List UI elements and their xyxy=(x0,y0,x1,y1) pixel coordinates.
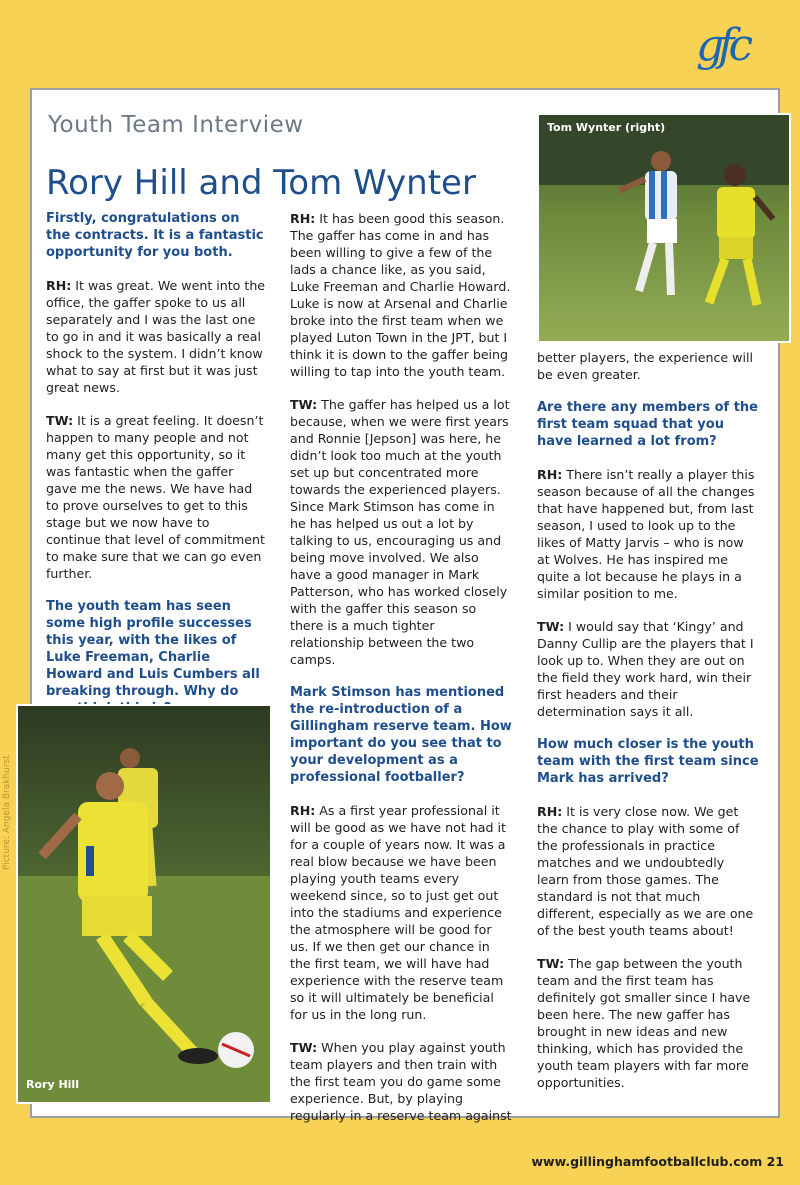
answer-paragraph xyxy=(537,618,759,720)
match-photo-image xyxy=(18,706,270,1102)
club-logo: gfc xyxy=(696,20,748,71)
column-1 xyxy=(46,210,268,733)
photo-tom-wynter xyxy=(537,113,791,343)
speaker-label: RH: xyxy=(537,804,563,819)
question-reserve-team: Mark Stimson has mentioned the re-introduction of a Gillingham reserve team. How important do you see that to your development as a professional footballer? xyxy=(290,685,512,785)
speaker-label: TW: xyxy=(537,619,565,634)
answer-paragraph xyxy=(290,802,512,1023)
speaker-label: TW: xyxy=(46,413,74,428)
speaker-label: RH: xyxy=(46,278,72,293)
answer-text: When you play against youth team players and then train with the first team you do game some experience. But, by playing regularly in a reserve team against xyxy=(290,1040,512,1123)
answer-text: It has been good this season. The gaffer has come in and has been willing to give a few of the lads a chance like, as you said, Luke Freeman and Charlie Howard. Luke is now at Arsenal and Charlie broke into the first team when we played Luton Town in the JPT, but I think it is down to the gaffer being willing to tap into the youth team. xyxy=(290,211,511,379)
photo-caption: Tom Wynter (right) xyxy=(547,121,666,134)
continued-paragraph: better players, the experience will be even greater. xyxy=(537,350,753,382)
article-kicker: Youth Team Interview xyxy=(48,112,304,138)
answer-text: It is a great feeling. It doesn’t happen to many people and not many get this opportunity, so it was fantastic when the gaffer gave me the news. We have had to prove ourselves to get to this stage but we now have to continue that level of commitment to make sure that we can go even further. xyxy=(46,413,265,581)
photo-caption: Rory Hill xyxy=(26,1078,79,1091)
page-number: 21 xyxy=(766,1154,784,1169)
match-photo-image xyxy=(539,115,789,341)
answer-text: There isn’t really a player this season because of all the changes that have happened but, from last season, I used to look up to the likes of Matty Jarvis – who is now at Wolves. He has inspired me quite a lot because he plays in a similar position to me. xyxy=(537,467,755,601)
question-contracts: Firstly, congratulations on the contracts. It is a fantastic opportunity for you both. xyxy=(46,211,264,260)
speaker-label: RH: xyxy=(290,803,316,818)
answer-text: I would say that ‘Kingy’ and Danny Cullip are the players that I look up to. When they are out on the field they work hard, win their first headers and their determination says it all. xyxy=(537,619,754,719)
answer-paragraph xyxy=(46,412,268,582)
speaker-label: TW: xyxy=(290,1040,318,1055)
speaker-label: RH: xyxy=(537,467,563,482)
question-youth-successes: The youth team has seen some high profile successes this year, with the likes of Luke Freeman, Charlie Howard and Luis Cumbers all breaking through. Why do xyxy=(46,599,260,699)
answer-paragraph xyxy=(537,803,759,939)
article-title: Rory Hill and Tom Wynter xyxy=(46,162,476,203)
photo-credit: Picture: Angela Brakhurst xyxy=(2,755,12,870)
answer-paragraph xyxy=(537,955,759,1091)
question-closer: How much closer is the youth team with the first team since Mark has arrived? xyxy=(537,737,759,786)
answer-paragraph xyxy=(46,277,268,396)
column-3 xyxy=(537,349,759,1107)
answer-text: As a first year professional it will be good as we have not had it for a couple of years now. It was a real blow because we have been playing youth teams every weekend since, so to just get out into the stadiums and experience the atmosphere will be good for us. If we then get our chance in the first team, we will have had experience with the reserve team so it will ultimately be beneficial for us in the long run. xyxy=(290,803,506,1022)
speaker-label: RH: xyxy=(290,211,316,226)
answer-text: It was great. We went into the office, the gaffer spoke to us all separately and I was the last one to go in and it was basically a real shock to the system. I didn’t know what to say at first but it was just great news. xyxy=(46,278,266,395)
photo-rory-hill xyxy=(16,704,272,1104)
website-url: www.gillinghamfootballclub.com xyxy=(531,1154,763,1169)
answer-paragraph xyxy=(290,210,512,380)
speaker-label: TW: xyxy=(290,397,318,412)
answer-paragraph xyxy=(290,396,512,668)
answer-text: The gaffer has helped us a lot because, when we were first years and Ronnie [Jepson] was here, he didn’t look too much at the youth set up but concentrated more towards the experienced players. Since Mark Stimson has come in he has helped us out a lot by talking to us, encouraging us and being move involved. We also have a good manager in Mark Patterson, who has worked closely with the gaffer this season so there is a much tighter relationship between the two camps. xyxy=(290,397,510,667)
speaker-label: TW: xyxy=(537,956,565,971)
answer-text: It is very close now. We get the chance to play with some of the professionals in practice matches and we undoubtedly learn from those games. The standard is not that much different, especially as we are one of the best youth teams about! xyxy=(537,804,754,938)
answer-paragraph xyxy=(290,1039,512,1124)
column-2 xyxy=(290,210,512,1140)
answer-paragraph xyxy=(537,466,759,602)
answer-text: The gap between the youth team and the first team has definitely got smaller since I have been here. The new gaffer has brought in new ideas and new thinking, which has provided the youth team players with far more opportunities. xyxy=(537,956,751,1090)
page-footer xyxy=(531,1154,784,1169)
question-first-team-squad: Are there any members of the first team squad that you have learned a lot from? xyxy=(537,400,758,449)
